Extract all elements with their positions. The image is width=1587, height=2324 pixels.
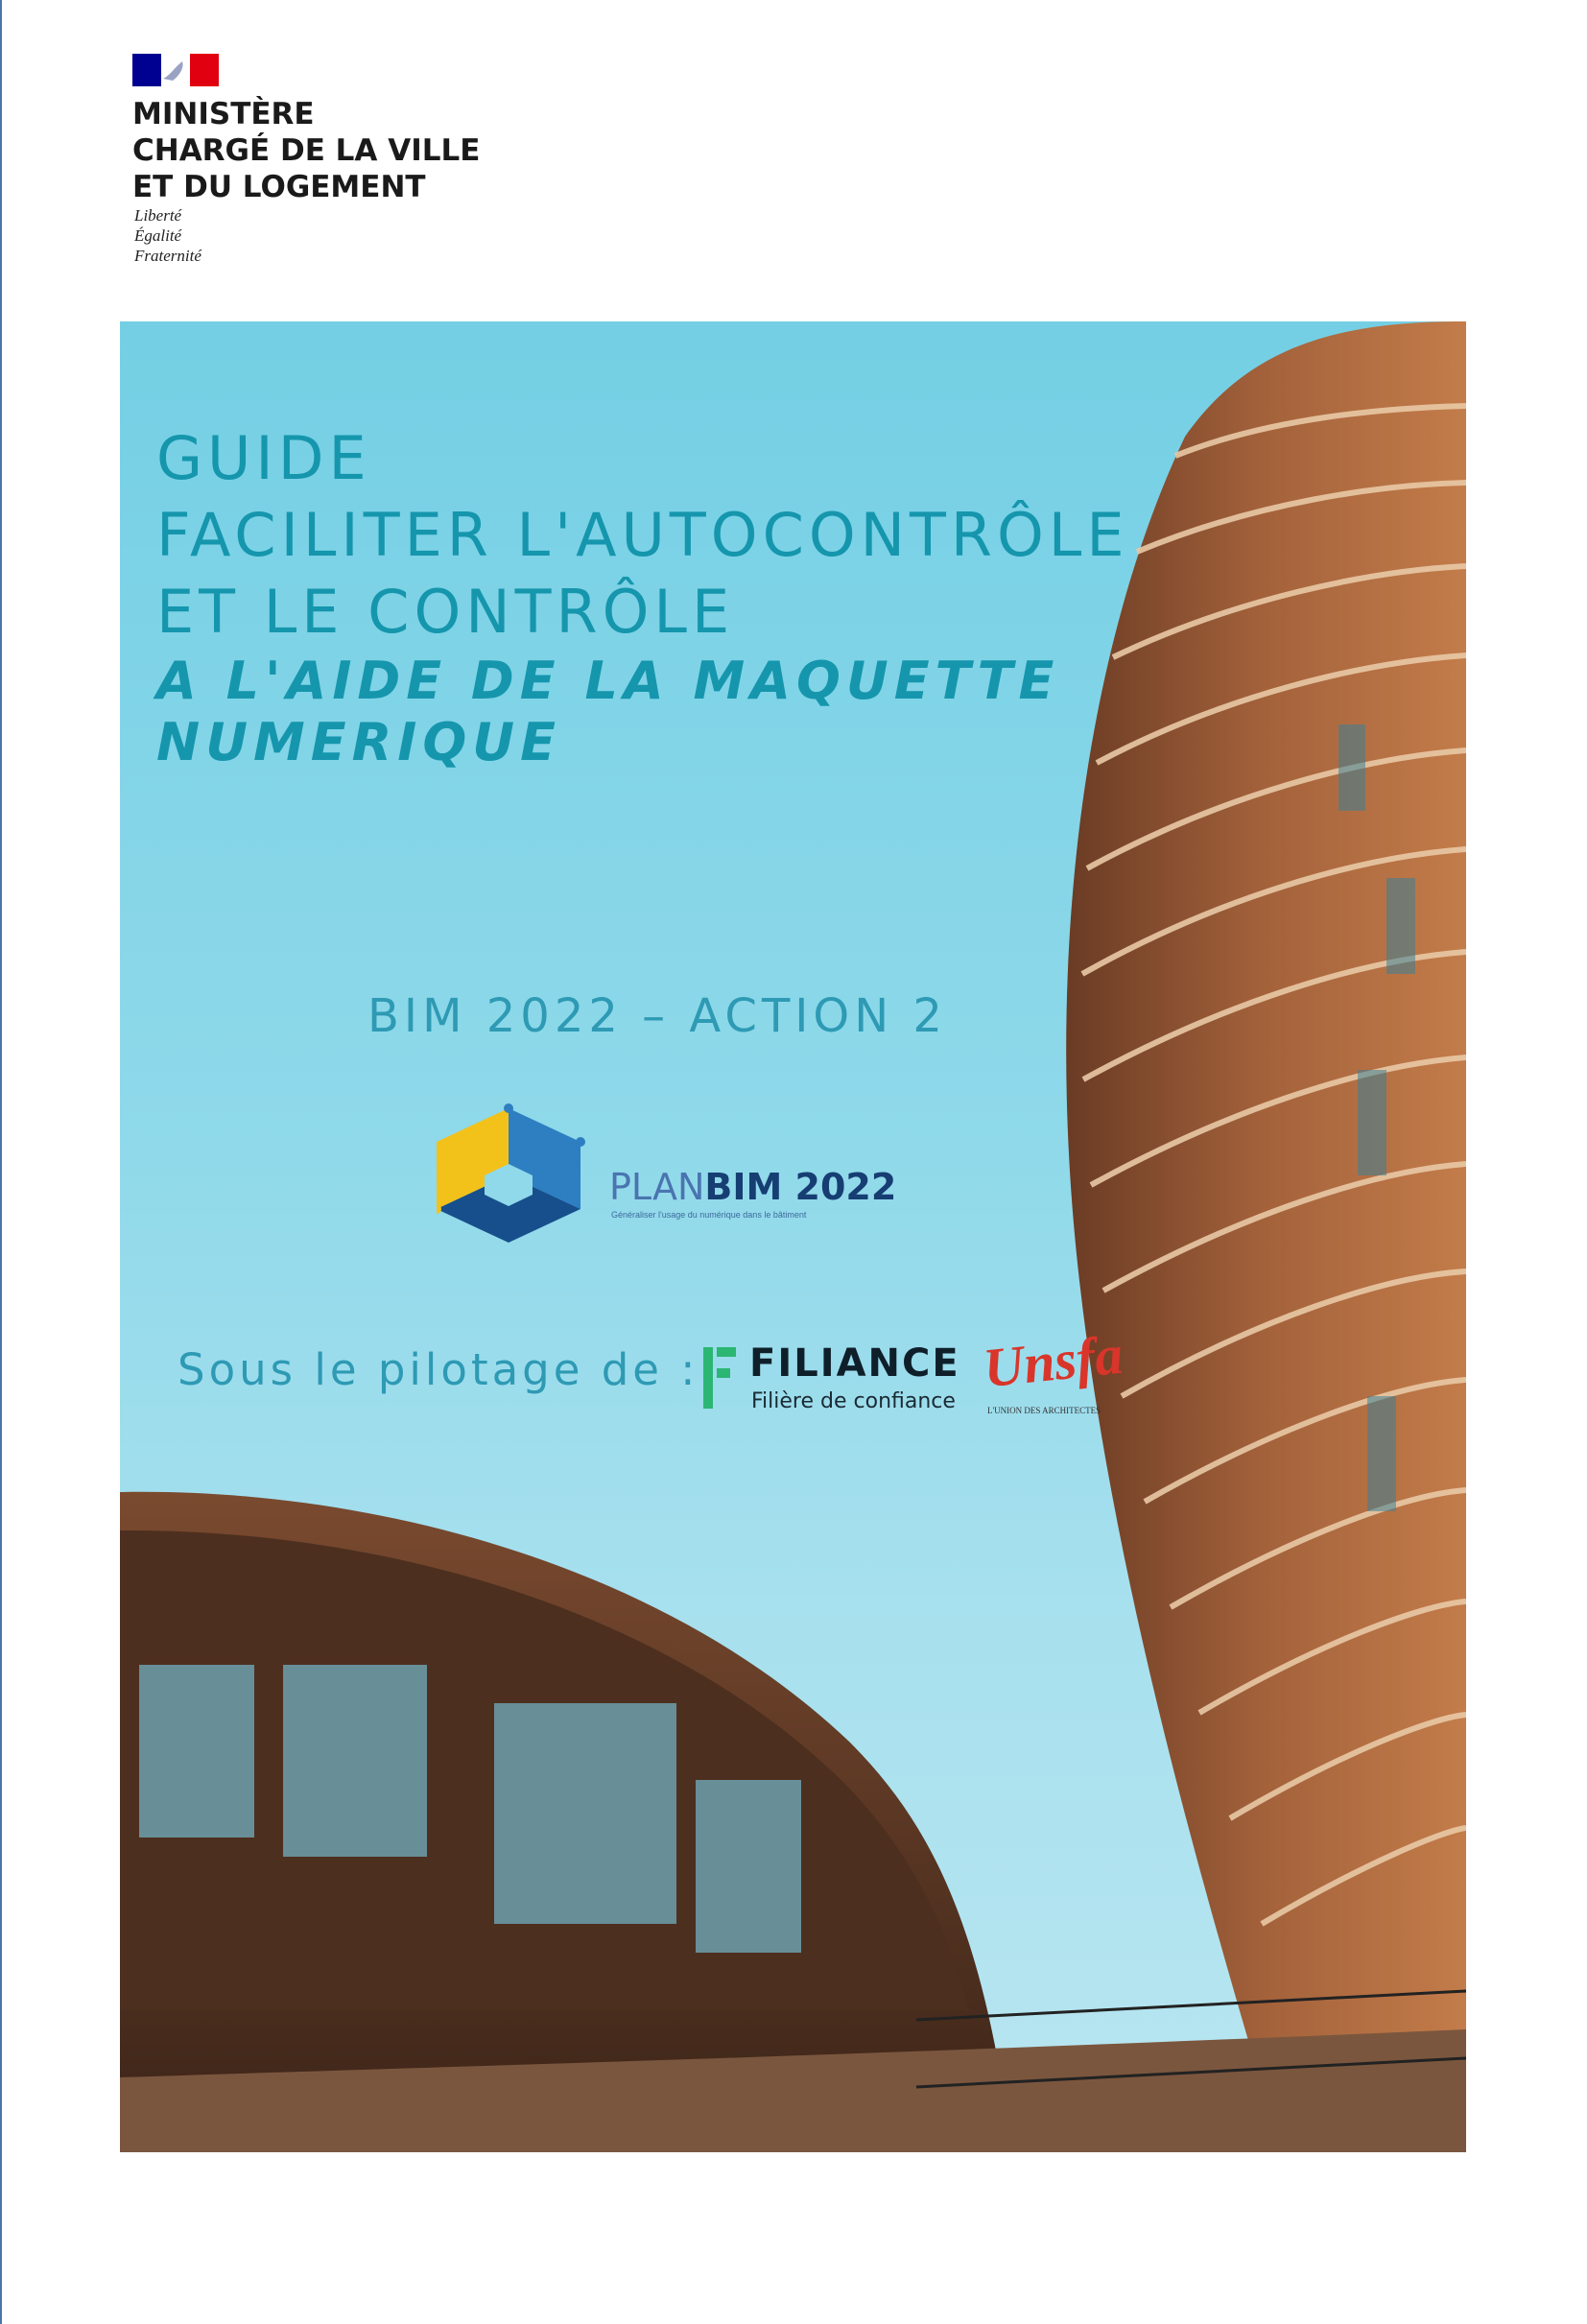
filiance-tagline: Filière de confiance <box>751 1389 956 1413</box>
ministry-line: CHARGÉ DE LA VILLE <box>132 133 481 168</box>
planbim-hexagon-icon <box>437 1099 600 1271</box>
filiance-name: FILIANCE <box>749 1341 960 1386</box>
ministry-line: ET DU LOGEMENT <box>132 170 426 204</box>
filiance-f-icon <box>703 1347 738 1409</box>
pilotage-label: Sous le pilotage de : <box>178 1344 699 1395</box>
title-line: GUIDE <box>156 423 371 493</box>
unsfa-logo <box>981 1322 1126 1435</box>
marianne-flag-icon <box>132 54 219 86</box>
ministry-logo <box>132 54 535 284</box>
planbim-wordmark <box>609 1166 896 1208</box>
title-line: ET LE CONTRÔLE <box>156 577 735 647</box>
title-line: FACILITER L'AUTOCONTRÔLE <box>156 500 1129 570</box>
republic-motto <box>134 205 201 266</box>
motto-line: Égalité <box>134 226 182 245</box>
ministry-line: MINISTÈRE <box>132 97 315 131</box>
ministry-name <box>132 96 480 205</box>
cover-title <box>156 420 1129 773</box>
motto-line: Fraternité <box>134 247 201 265</box>
planbim-logo <box>437 1099 897 1271</box>
planbim-plan: PLAN <box>609 1166 705 1208</box>
filiance-logo <box>703 1341 962 1418</box>
cover-image <box>120 321 1466 2152</box>
unsfa-tagline: L'UNION DES ARCHITECTES <box>987 1406 1101 1415</box>
planbim-tagline: Généraliser l'usage du numérique dans le bâtiment <box>611 1210 807 1220</box>
page-left-border <box>0 0 2 2324</box>
unsfa-wordmark: Unsfa <box>981 1322 1126 1400</box>
subtitle-line: NUMERIQUE <box>156 712 561 772</box>
planbim-bim: BIM 2022 <box>704 1166 897 1208</box>
motto-line: Liberté <box>134 206 182 225</box>
subtitle-line: A L'AIDE DE LA MAQUETTE <box>156 651 1060 711</box>
action-label: BIM 2022 – ACTION 2 <box>367 989 947 1043</box>
